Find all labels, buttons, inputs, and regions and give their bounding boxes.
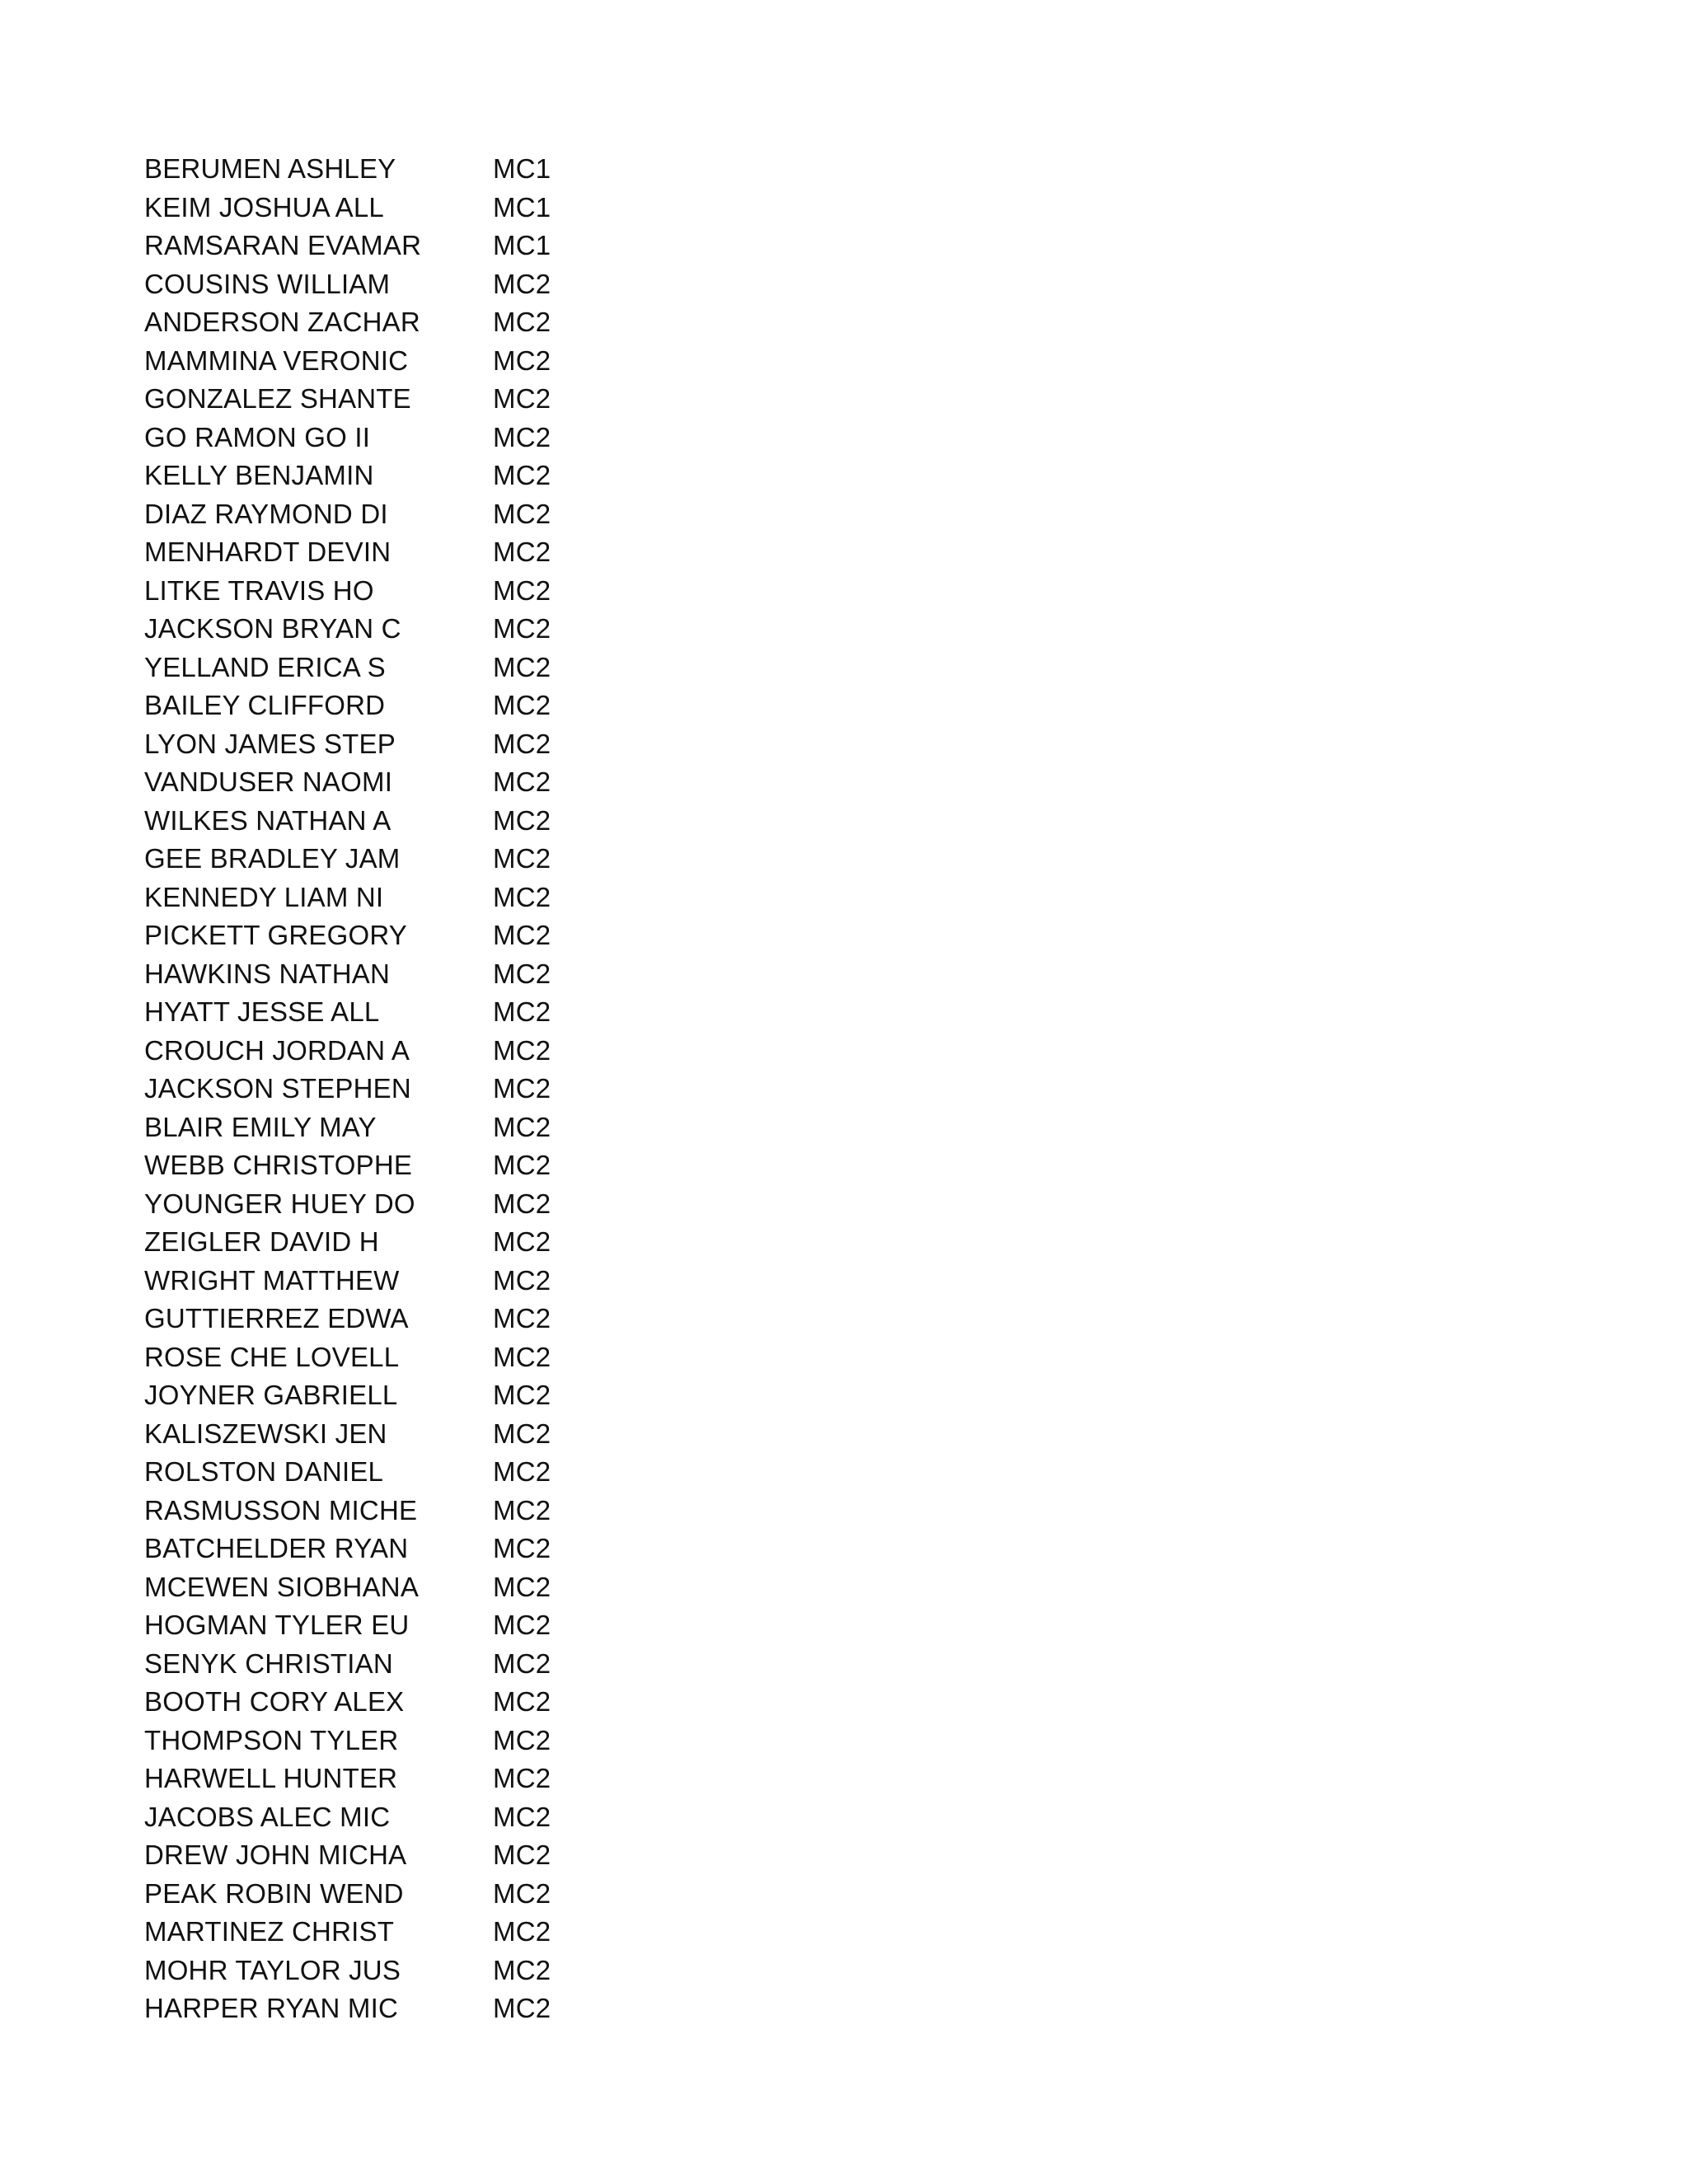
person-name: RAMSARAN EVAMAR: [144, 230, 422, 260]
roster-row-38: [144, 1568, 606, 1607]
roster-row-23: [144, 993, 606, 1032]
person-name: THOMPSON TYLER: [144, 1724, 399, 1755]
rate-code: MC2: [493, 1610, 551, 1640]
rate-code: MC2: [493, 1571, 551, 1602]
roster-row-20: [144, 879, 606, 917]
person-name: DIAZ RAYMOND DI: [144, 498, 388, 529]
person-name: RASMUSSON MICHE: [144, 1494, 418, 1526]
person-name: MAMMINA VERONIC: [144, 344, 409, 376]
person-name: HARPER RYAN MIC: [144, 1993, 398, 2023]
rate-code: MC2: [493, 1034, 551, 1066]
person-name: WILKES NATHAN A: [144, 804, 392, 836]
rate-code: MC2: [493, 1686, 551, 1717]
roster-row-19: [144, 840, 606, 879]
roster-row-36: [144, 1492, 606, 1530]
person-name: WEBB CHRISTOPHE: [144, 1150, 413, 1180]
rate-code: MC2: [493, 1073, 551, 1104]
rate-code: MC2: [493, 344, 551, 376]
rate-code: MC2: [493, 1380, 551, 1410]
rate-code: MC2: [493, 881, 551, 912]
person-name: MCEWEN SIOBHANA: [144, 1571, 420, 1602]
rate-code: MC2: [493, 383, 551, 414]
rate-code: MC2: [493, 766, 551, 797]
person-name: GEE BRADLEY JAM: [144, 843, 401, 874]
roster-row-8: [144, 419, 606, 457]
roster-row-10: [144, 495, 606, 534]
roster-row-37: [144, 1530, 606, 1568]
rate-code: MC2: [493, 690, 551, 720]
person-name: JACOBS ALEC MIC: [144, 1801, 391, 1832]
roster-row-15: [144, 687, 606, 725]
rate-code: MC2: [493, 1916, 551, 1947]
rate-code: MC2: [493, 1724, 551, 1755]
person-name: GO RAMON GO II: [144, 421, 371, 452]
person-name: KELLY BENJAMIN: [144, 460, 374, 490]
roster-row-42: [144, 1722, 606, 1760]
person-name: HARWELL HUNTER: [144, 1763, 398, 1793]
roster-row-5: [144, 303, 606, 342]
roster-row-3: [144, 227, 606, 265]
roster-row-45: [144, 1836, 606, 1875]
person-name: BAILEY CLIFFORD: [144, 690, 386, 720]
roster-row-6: [144, 342, 606, 381]
person-name: WRIGHT MATTHEW: [144, 1264, 400, 1296]
roster-row-22: [144, 955, 606, 994]
roster-row-2: [144, 189, 606, 227]
rate-code: MC2: [493, 421, 551, 452]
person-name: CROUCH JORDAN A: [144, 1034, 410, 1066]
person-name: MARTINEZ CHRIST: [144, 1916, 395, 1947]
person-name: HYATT JESSE ALL: [144, 996, 380, 1027]
person-name: LYON JAMES STEP: [144, 728, 396, 759]
rate-code: MC2: [493, 1993, 551, 2023]
roster-row-18: [144, 802, 606, 841]
person-name: KALISZEWSKI JEN: [144, 1418, 387, 1449]
rate-code: MC2: [493, 613, 551, 644]
person-name: KEIM JOSHUA ALL: [144, 191, 384, 223]
person-name: PEAK ROBIN WEND: [144, 1877, 404, 1909]
person-name: BLAIR EMILY MAY: [144, 1111, 377, 1142]
roster-row-29: [144, 1223, 606, 1262]
person-name: LITKE TRAVIS HO: [144, 574, 374, 606]
roster-row-26: [144, 1108, 606, 1147]
rate-code: MC2: [493, 1494, 551, 1526]
roster-row-35: [144, 1453, 606, 1492]
person-name: SENYK CHRISTIAN: [144, 1647, 393, 1679]
person-name: ROLSTON DANIEL: [144, 1456, 384, 1487]
person-name: COUSINS WILLIAM: [144, 268, 391, 299]
roster-row-41: [144, 1683, 606, 1722]
roster-row-40: [144, 1645, 606, 1684]
roster-row-12: [144, 572, 606, 611]
rate-code: MC2: [493, 1647, 551, 1679]
rate-code: MC2: [493, 1763, 551, 1793]
rate-code: MC2: [493, 1264, 551, 1296]
rate-code: MC2: [493, 1954, 551, 1985]
rate-code: MC2: [493, 1226, 551, 1257]
rate-code: MC2: [493, 1533, 551, 1563]
rate-code: MC2: [493, 1418, 551, 1449]
person-name: MOHR TAYLOR JUS: [144, 1954, 401, 1985]
roster-row-9: [144, 457, 606, 495]
roster-row-17: [144, 763, 606, 802]
roster-row-7: [144, 380, 606, 419]
roster-row-48: [144, 1952, 606, 1990]
person-name: YELLAND ERICA S: [144, 651, 386, 682]
roster-row-49: [144, 1990, 606, 2028]
person-name: BOOTH CORY ALEX: [144, 1686, 405, 1717]
rate-code: MC2: [493, 728, 551, 759]
rate-code: MC1: [493, 230, 551, 260]
rate-code: MC2: [493, 1111, 551, 1142]
rate-code: MC2: [493, 920, 551, 950]
roster-row-39: [144, 1606, 606, 1645]
person-name: KENNEDY LIAM NI: [144, 881, 384, 912]
roster-row-14: [144, 649, 606, 687]
roster-row-24: [144, 1032, 606, 1071]
person-name: JACKSON BRYAN C: [144, 613, 401, 644]
roster-list: [144, 150, 606, 2028]
person-name: DREW JOHN MICHA: [144, 1840, 407, 1870]
roster-row-16: [144, 725, 606, 764]
rate-code: MC2: [493, 1303, 551, 1333]
roster-row-27: [144, 1146, 606, 1185]
rate-code: MC2: [493, 1840, 551, 1870]
roster-row-33: [144, 1376, 606, 1415]
person-name: HOGMAN TYLER EU: [144, 1610, 410, 1640]
rate-code: MC2: [493, 651, 551, 682]
rate-code: MC2: [493, 1150, 551, 1180]
roster-row-25: [144, 1070, 606, 1108]
person-name: VANDUSER NAOMI: [144, 766, 393, 797]
rate-code: MC1: [493, 191, 551, 223]
rate-code: MC2: [493, 1188, 551, 1219]
roster-row-1: [144, 150, 606, 189]
roster-row-47: [144, 1913, 606, 1952]
person-name: MENHARDT DEVIN: [144, 537, 392, 567]
person-name: ROSE CHE LOVELL: [144, 1341, 400, 1372]
person-name: GUTTIERREZ EDWA: [144, 1303, 409, 1333]
rate-code: MC2: [493, 1801, 551, 1832]
roster-row-34: [144, 1415, 606, 1454]
rate-code: MC2: [493, 804, 551, 836]
rate-code: MC2: [493, 1341, 551, 1372]
person-name: BERUMEN ASHLEY: [144, 153, 396, 184]
person-name: JOYNER GABRIELL: [144, 1380, 398, 1410]
rate-code: MC2: [493, 1877, 551, 1909]
person-name: BATCHELDER RYAN: [144, 1533, 409, 1563]
rate-code: MC1: [493, 153, 551, 184]
person-name: GONZALEZ SHANTE: [144, 383, 411, 414]
roster-row-30: [144, 1262, 606, 1301]
rate-code: MC2: [493, 498, 551, 529]
roster-row-11: [144, 533, 606, 572]
roster-row-4: [144, 265, 606, 304]
roster-row-44: [144, 1798, 606, 1837]
person-name: ZEIGLER DAVID H: [144, 1226, 379, 1257]
roster-row-28: [144, 1185, 606, 1224]
rate-code: MC2: [493, 1456, 551, 1487]
roster-row-43: [144, 1760, 606, 1798]
rate-code: MC2: [493, 958, 551, 989]
person-name: JACKSON STEPHEN: [144, 1073, 411, 1104]
rate-code: MC2: [493, 268, 551, 299]
rate-code: MC2: [493, 574, 551, 606]
person-name: ANDERSON ZACHAR: [144, 307, 420, 337]
person-name: YOUNGER HUEY DO: [144, 1188, 415, 1219]
rate-code: MC2: [493, 307, 551, 337]
rate-code: MC2: [493, 996, 551, 1027]
rate-code: MC2: [493, 460, 551, 490]
rate-code: MC2: [493, 843, 551, 874]
roster-row-13: [144, 610, 606, 649]
roster-row-21: [144, 916, 606, 955]
rate-code: MC2: [493, 537, 551, 567]
person-name: PICKETT GREGORY: [144, 920, 408, 950]
person-name: HAWKINS NATHAN: [144, 958, 390, 989]
roster-row-46: [144, 1875, 606, 1914]
roster-row-32: [144, 1338, 606, 1377]
roster-row-31: [144, 1300, 606, 1338]
